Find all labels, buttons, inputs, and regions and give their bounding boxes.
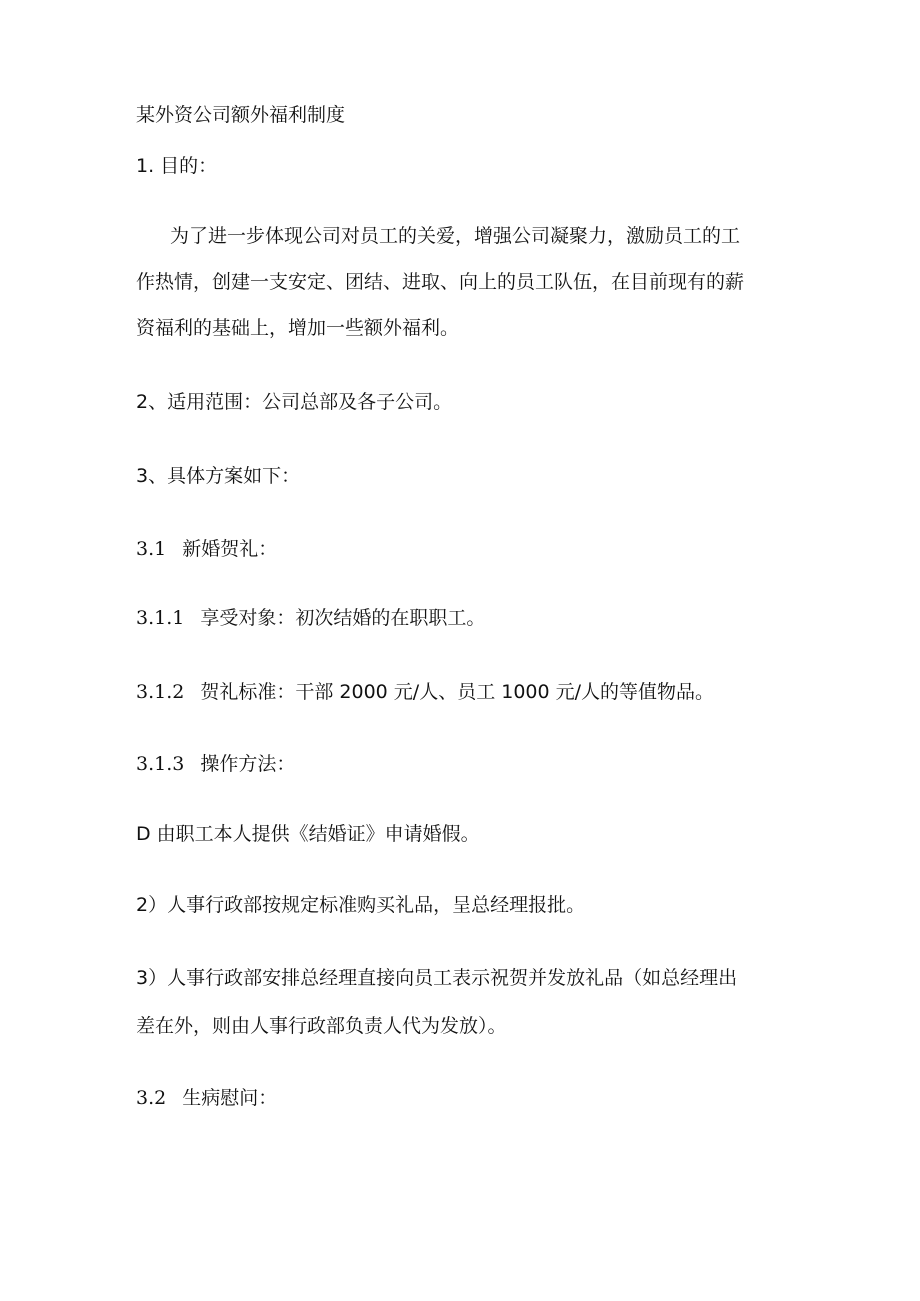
method-step-2: 2）人事行政部按规定标准购买礼品，呈总经理报批。 xyxy=(136,894,586,916)
wedding-method-number: 3.1.3 xyxy=(136,753,185,775)
wedding-target-number: 3.1.1 xyxy=(136,607,185,629)
method-step-3-line-1: 3）人事行政部安排总经理直接向员工表示祝贺并发放礼品（如总经理出 xyxy=(136,967,738,989)
wedding-method-heading xyxy=(136,752,295,776)
wedding-heading-text: 新婚贺礼： xyxy=(182,538,278,560)
method-step-3-line-2: 差在外，则由人事行政部负责人代为发放）。 xyxy=(136,1015,507,1037)
wedding-number: 3.1 xyxy=(136,538,167,560)
sickness-heading xyxy=(136,1086,277,1110)
plan-heading: 3、具体方案如下： xyxy=(136,465,301,487)
wedding-target-text: 享受对象：初次结婚的在职职工。 xyxy=(200,607,486,629)
purpose-line-3: 资福利的基础上，增加一些额外福利。 xyxy=(136,317,460,339)
wedding-standard-number: 3.1.2 xyxy=(136,681,185,703)
wedding-heading xyxy=(136,537,277,561)
scope-line: 2、适用范围：公司总部及各子公司。 xyxy=(136,391,453,413)
purpose-line-1: 为了进一步体现公司对员工的关爱，增强公司凝聚力，激励员工的工 xyxy=(170,225,741,247)
purpose-line-2: 作热情，创建一支安定、团结、进取、向上的员工队伍，在目前现有的薪 xyxy=(136,271,745,293)
wedding-method-text: 操作方法： xyxy=(200,753,296,775)
wedding-standard-text: 贺礼标准：干部 2000 元/人、员工 1000 元/人的等值物品。 xyxy=(200,681,715,703)
document-title: 某外资公司额外福利制度 xyxy=(136,104,346,126)
method-step-1: D 由职工本人提供《结婚证》申请婚假。 xyxy=(136,823,480,845)
sickness-number: 3.2 xyxy=(136,1087,167,1109)
sickness-heading-text: 生病慰问： xyxy=(182,1087,278,1109)
wedding-standard-line xyxy=(136,680,714,704)
section-1-heading: 1. 目的： xyxy=(136,155,218,177)
wedding-target-line xyxy=(136,606,485,630)
